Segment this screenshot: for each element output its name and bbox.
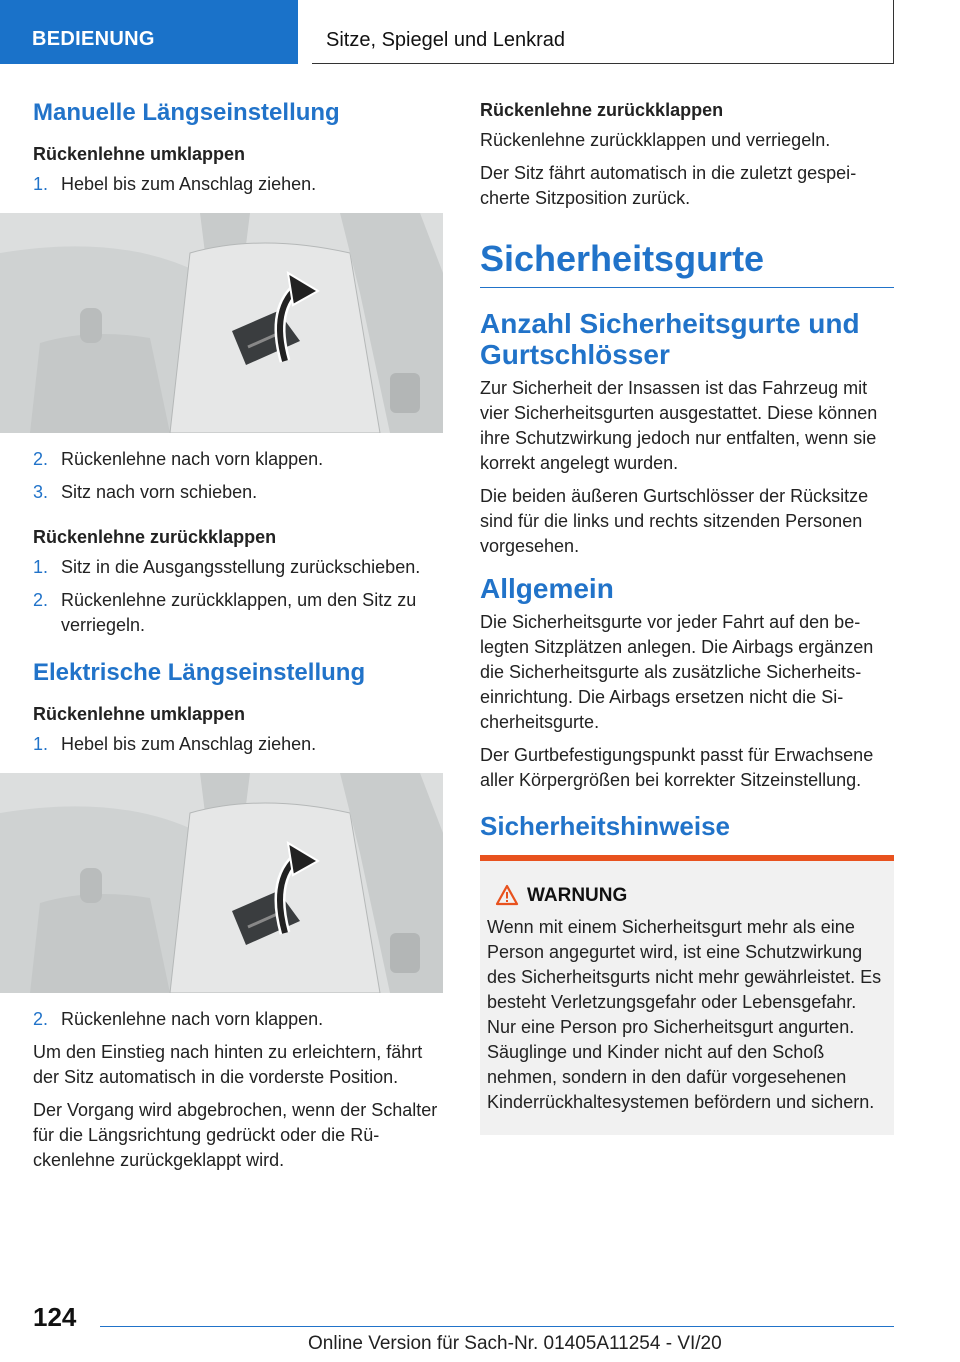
step-text: Rückenlehne nach vorn klappen.: [61, 1009, 324, 1029]
paragraph: Der Vorgang wird abgebrochen, wenn der Schalter für die Längsrichtung gedrückt oder die Rückenlehne zurückgeklappt wird.: [33, 1100, 438, 1170]
right-column: [480, 98, 894, 1135]
warning-title: WARNUNG: [527, 885, 628, 906]
step-text: Sitz nach vorn schieben.: [61, 482, 258, 502]
notes-heading: Sicherheitshinweise: [480, 811, 730, 841]
manual-fold-step: [33, 172, 445, 197]
electric-fold-title: Rückenlehne umklappen: [33, 704, 246, 724]
warning-header: [487, 883, 888, 909]
count-heading: Anzahl Sicherheitsgurte und Gurtschlösser: [480, 308, 860, 370]
paragraph: Rückenlehne zurückklappen und verriegeln.: [480, 130, 831, 150]
step-number: 2.: [33, 590, 49, 610]
paragraph: Die beiden äußeren Gurtschlösser der Rücksitze sind für die links und rechts sitzenden Personen vorgesehen.: [480, 486, 869, 556]
electric-fold-step: [33, 732, 445, 757]
step-text: Hebel bis zum Anschlag ziehen.: [61, 734, 317, 754]
electric-heading: Elektrische Längseinstellung: [33, 659, 366, 686]
general-heading: Allgemein: [480, 573, 614, 604]
step-number: 3.: [33, 482, 49, 502]
manual-back-step: [33, 555, 445, 580]
chapter-header: [312, 0, 894, 64]
paragraph: Zur Sicherheit der Insassen ist das Fahrzeug mit vier Sicherheitsgurten ausgestattet. Diese können ihre Schutzwirkung jedoch nur entfalten, wenn sie korrekt angelegt wurden.: [480, 378, 878, 473]
step-text: Sitz in die Ausgangsstellung zurückschieben.: [61, 557, 421, 577]
step-number: 1.: [33, 174, 49, 194]
manual-fold-title: Rückenlehne umklappen: [33, 144, 246, 164]
back-title: Rückenlehne zurückklappen: [480, 100, 724, 120]
manual-fold-step: [33, 480, 445, 505]
manual-heading: Manuelle Längseinstellung: [33, 99, 340, 126]
manual-back-step: [33, 588, 445, 638]
seat-lever-drawing: [0, 213, 443, 433]
manual-back-title: Rückenlehne zurückklappen: [33, 527, 277, 547]
step-text: Rückenlehne zurückklappen, um den Sitz zu verriegeln.: [61, 590, 417, 635]
step-number: 1.: [33, 557, 49, 577]
chapter-title: Sitze, Spiegel und Lenkrad: [326, 29, 566, 51]
footer-text: Online Version für Sach-Nr. 01405A11254 - VI/20: [308, 1333, 722, 1354]
main-heading: Sicherheitsgurte: [480, 237, 894, 288]
paragraph: Die Sicherheitsgurte vor jeder Fahrt auf den belegten Sitzplätzen anlegen. Die Airbags ergänzen die Sicherheitsgurte als zusätzliche Sicherheitseinrichtung. Die Airbags ersetzen nicht die Sicherheitsgurte.: [480, 612, 874, 732]
footer-divider: [100, 1326, 894, 1327]
left-column: [33, 98, 445, 1181]
section-label: BEDIENUNG: [32, 28, 155, 50]
warning-text: Wenn mit einem Sicherheitsgurt mehr als eine Person angegurtet wird, ist eine Schutzwirkung des Sicherheitsgurts nicht mehr gewährleistet. Es besteht Verletzungsgefahr oder Lebensgefahr. Nur eine Person pro Sicherheitsgurt angurten. Säuglinge und Kinder nicht auf den Schoß nehmen, sondern in den dafür vorgesehenen Kinderrückhaltesystemen befördern und sichern.: [487, 917, 882, 1112]
manual-fold-step: [33, 447, 445, 472]
step-text: Rückenlehne nach vorn klappen.: [61, 449, 324, 469]
step-number: 2.: [33, 449, 49, 469]
paragraph: Der Gurtbefestigungspunkt passt für Erwachsene aller Körpergrößen bei korrekter Sitzeinstellung.: [480, 745, 874, 790]
step-text: Hebel bis zum Anschlag ziehen.: [61, 174, 317, 194]
seat-lever-illustration: [0, 773, 443, 993]
warning-box: [480, 855, 894, 1135]
seat-lever-drawing: [0, 773, 443, 993]
step-number: 2.: [33, 1009, 49, 1029]
paragraph: Um den Einstieg nach hinten zu erleichtern, fährt der Sitz automatisch in die vorderste Position.: [33, 1042, 423, 1087]
seat-lever-illustration: [0, 213, 443, 433]
page-number: 124: [33, 1302, 77, 1332]
step-number: 1.: [33, 734, 49, 754]
warning-triangle-icon: [495, 884, 519, 906]
paragraph: Der Sitz fährt automatisch in die zuletzt gespeicherte Sitzposition zurück.: [480, 163, 857, 208]
electric-fold-step: [33, 1007, 445, 1032]
section-tab: [0, 0, 298, 64]
